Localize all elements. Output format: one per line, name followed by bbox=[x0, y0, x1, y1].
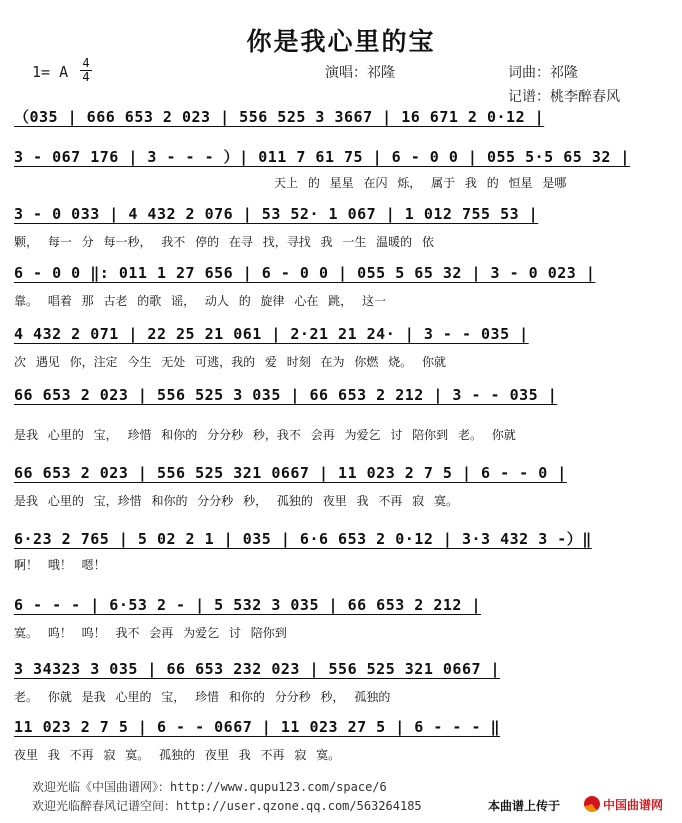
lyrics-line: 天上 的 星星 在闪 烁， 属于 我 的 恒星 是哪 bbox=[274, 176, 567, 190]
recorder-credit: 记谱：桃李醉春风 bbox=[508, 89, 620, 105]
time-signature bbox=[80, 58, 92, 83]
notation-line: 6 - 0 0 ‖: 011 1 27 656 | 6 - 0 0 | 055 5 65 32 | 3 - 0 023 | bbox=[14, 264, 596, 282]
footer-link-qzone[interactable]: 欢迎光临醉春风记谱空间：http://user.qzone.qq.com/563264185 bbox=[32, 799, 422, 813]
lyrics-line: 老。 你就 是我 心里的 宝， 珍惜 和你的 分分秒 秒， 孤独的 bbox=[14, 690, 391, 704]
key-signature: 1= A bbox=[32, 63, 69, 81]
page-title: 你是我心里的宝 bbox=[246, 27, 436, 56]
footer-link-qupu[interactable]: 欢迎光临《中国曲谱网》：http://www.qupu123.com/space/6 bbox=[32, 780, 387, 794]
notation-line: 11 023 2 7 5 | 6 - - 0667 | 11 023 27 5 | 6 - - - ‖ bbox=[14, 718, 501, 736]
notation-line: 66 653 2 023 | 556 525 3 035 | 66 653 2 212 | 3 - - 035 | bbox=[14, 386, 558, 404]
notation-line: 6·23 2 765 | 5 02 2 1 | 035 | 6·6 653 2 0·12 | 3·3 432 3 -）‖ bbox=[14, 530, 592, 548]
time-bottom: 4 bbox=[82, 70, 90, 84]
logo-text: 中国曲谱网 bbox=[603, 797, 664, 812]
notation-line: 3 - 067 176 | 3 - - - ）| 011 7 61 75 | 6 - 0 0 | 055 5·5 65 32 | bbox=[14, 148, 630, 166]
notation-line: 3 - 0 033 | 4 432 2 076 | 53 52· 1 067 | 1 012 755 53 | bbox=[14, 205, 539, 223]
time-top: 4 bbox=[82, 56, 90, 70]
lyrics-line: 寞。 呜！ 呜！ 我不 会再 为爱乞 讨 陪你到 bbox=[14, 626, 287, 640]
site-logo[interactable] bbox=[584, 794, 670, 814]
lyrics-line: 次 遇见 你，注定 今生 无处 可逃，我的 爱 时刻 在为 你燃 烧。 你就 bbox=[14, 355, 446, 369]
upload-note: 本曲谱上传于 bbox=[488, 799, 561, 813]
lyrics-line: 颗， 每一 分 每一秒， 我不 停的 在寻 找，寻找 我 一生 温暖的 依 bbox=[14, 235, 434, 249]
notation-line: 6 - - - | 6·53 2 - | 5 532 3 035 | 66 653 2 212 | bbox=[14, 596, 482, 614]
lyrics-line: 靠。 唱着 那 古老 的歌 谣， 动人 的 旋律 心在 跳， 这一 bbox=[14, 294, 386, 308]
singer-credit: 演唱：祁隆 bbox=[325, 65, 395, 81]
lyrics-line: 啊！ 哦！ 嗯！ bbox=[14, 558, 106, 572]
notation-line: 66 653 2 023 | 556 525 321 0667 | 11 023 2 7 5 | 6 - - 0 | bbox=[14, 464, 567, 482]
lyrics-line: 是我 心里的 宝，珍惜 和你的 分分秒 秒， 孤独的 夜里 我 不再 寂 寞。 bbox=[14, 494, 458, 508]
composer-credit: 词曲：祁隆 bbox=[508, 65, 578, 81]
notation-line: 4 432 2 071 | 22 25 21 061 | 2·21 21 24· | 3 - - 035 | bbox=[14, 325, 529, 343]
lyrics-line: 夜里 我 不再 寂 寞。 孤独的 夜里 我 不再 寂 寞。 bbox=[14, 748, 341, 762]
notation-line: 3 34323 3 035 | 66 653 232 023 | 556 525 321 0667 | bbox=[14, 660, 501, 678]
logo-icon bbox=[584, 796, 600, 812]
lyrics-line: 是我 心里的 宝， 珍惜 和你的 分分秒 秒，我不 会再 为爱乞 讨 陪你到 老。 你就 bbox=[14, 428, 516, 442]
notation-line: （035 | 666 653 2 023 | 556 525 3 3667 | 16 671 2 0·12 | bbox=[14, 108, 545, 126]
